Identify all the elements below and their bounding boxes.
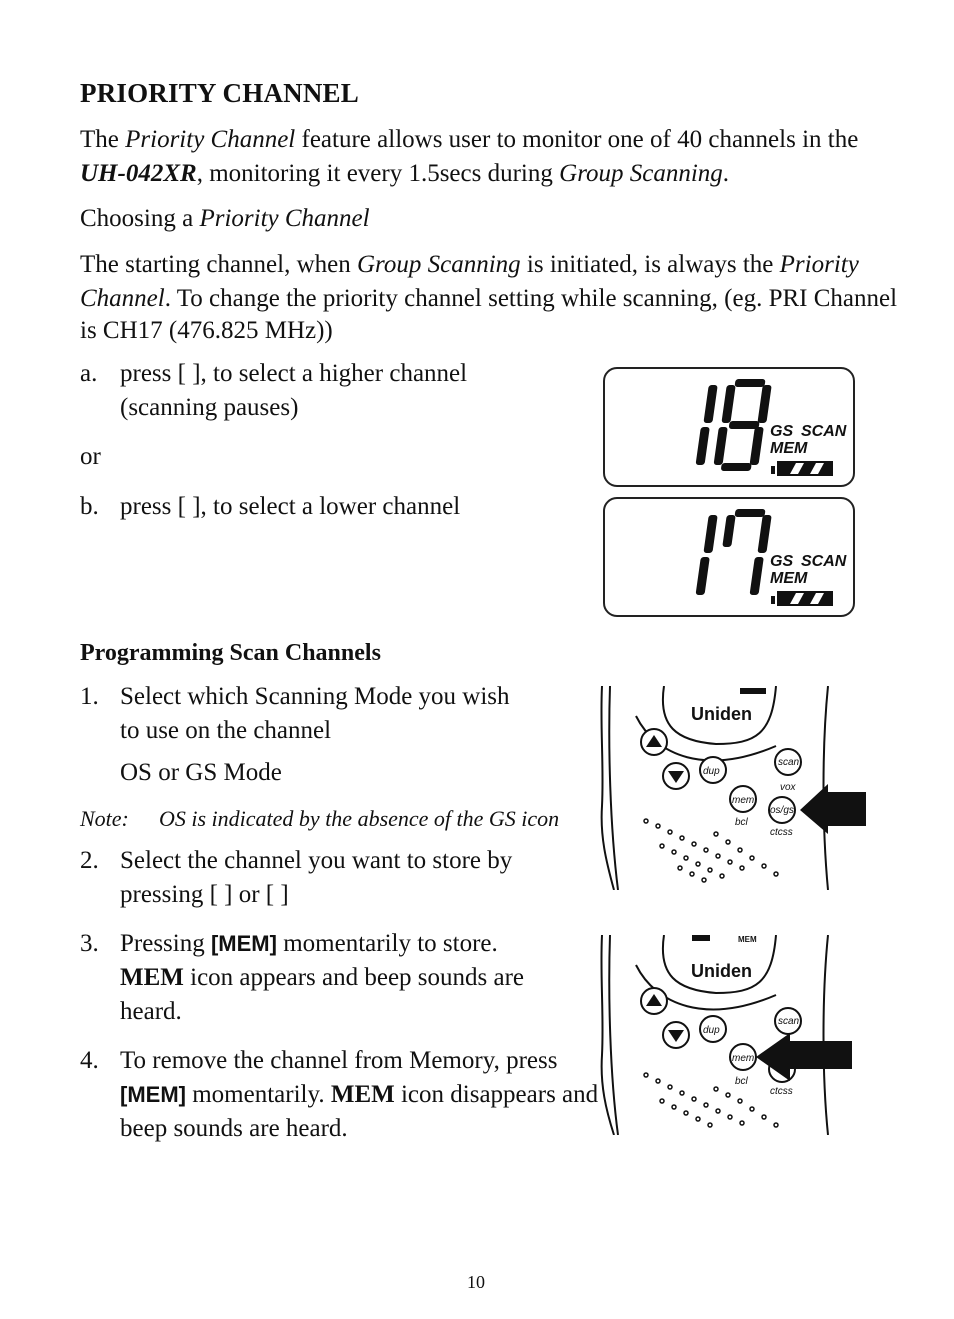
mem-key-label: [MEM] xyxy=(210,931,277,956)
step-2-num: 2. xyxy=(80,847,99,874)
scan-button: scan xyxy=(778,1016,800,1027)
step-b-letter: b. xyxy=(80,493,99,520)
step-3-text: momentarily to store. xyxy=(283,930,498,957)
lcd-mem-icon: MEM xyxy=(770,440,808,457)
lcd-display-18 xyxy=(603,367,855,487)
starting-channel: Channel xyxy=(80,285,165,312)
brand-logo: Uniden xyxy=(691,961,752,981)
ctcss-label: ctcss xyxy=(770,1086,793,1097)
radio-illustration-mem xyxy=(596,935,856,1135)
step-4-line-1: To remove the channel from Memory, press xyxy=(120,1047,558,1074)
or-text: or xyxy=(80,443,101,470)
lcd-gs-icon: GS xyxy=(770,553,794,570)
choosing-text: Choosing a xyxy=(80,205,194,232)
lcd-scan-icon: SCAN xyxy=(801,553,847,570)
mem-icon-label: MEM xyxy=(120,964,184,991)
vox-label: vox xyxy=(780,782,796,793)
dup-button: dup xyxy=(703,1025,720,1036)
step-1-text-2: to use on the channel xyxy=(120,717,332,744)
starting-text: . To change the priority channel setting while scanning, (eg. PRI Channel xyxy=(164,285,898,312)
step-3-line-2 xyxy=(120,961,524,995)
intro-group-scanning: Group Scanning xyxy=(559,160,723,187)
radio-illustration-osgs xyxy=(596,686,868,890)
mem-button: mem xyxy=(732,795,755,806)
page-number: 10 xyxy=(467,1272,485,1292)
step-3-line-3: heard. xyxy=(120,998,182,1025)
bcl-label: bcl xyxy=(735,1076,748,1087)
lcd-scan-icon: SCAN xyxy=(801,423,847,440)
brand-logo: Uniden xyxy=(691,704,752,724)
step-1-mode: OS or GS Mode xyxy=(120,759,282,786)
intro-text: . xyxy=(722,160,730,187)
step-2-text-2: pressing [ ] or [ ] xyxy=(120,881,289,908)
dup-button: dup xyxy=(703,766,720,777)
intro-line-1 xyxy=(80,123,858,157)
mem-key-label: [MEM] xyxy=(120,1082,186,1107)
scan-button: scan xyxy=(778,757,800,768)
step-3-text: Pressing xyxy=(120,930,205,957)
step-a-letter: a. xyxy=(80,360,98,387)
intro-text: The xyxy=(80,126,119,153)
bcl-label: bcl xyxy=(735,817,748,828)
step-4-num: 4. xyxy=(80,1047,99,1074)
model-name: UH-042XR xyxy=(80,160,197,187)
step-3-line-1 xyxy=(120,927,498,961)
starting-line-2 xyxy=(80,282,897,316)
step-4-line-3: beep sounds are heard. xyxy=(120,1115,348,1142)
starting-line-3: is CH17 (476.825 MHz)) xyxy=(80,317,333,344)
mem-icon-label: MEM xyxy=(330,1081,395,1108)
section-heading: Programming Scan Channels xyxy=(80,640,381,666)
lcd-mem-indicator: MEM xyxy=(738,935,757,944)
lcd-mem-icon: MEM xyxy=(770,570,808,587)
lcd-display-17 xyxy=(603,497,855,617)
step-4-text: momentarily. xyxy=(192,1081,325,1108)
note-text: OS is indicated by the absence of the GS icon xyxy=(159,806,560,831)
lcd-gs-icon: GS xyxy=(770,423,794,440)
intro-text: , monitoring it every 1.5secs during xyxy=(196,160,553,187)
starting-text: is initiated, is always the xyxy=(526,251,774,278)
starting-group-scanning: Group Scanning xyxy=(357,251,521,278)
intro-text: feature allows user to monitor one of 40 channels in the xyxy=(301,126,859,153)
page-title: PRIORITY CHANNEL xyxy=(80,78,359,108)
step-2-text: Select the channel you want to store by xyxy=(120,847,513,874)
starting-line-1 xyxy=(80,248,859,282)
step-1-text: Select which Scanning Mode you wish xyxy=(120,683,510,710)
step-4-text: icon disappears and xyxy=(400,1081,599,1108)
starting-priority: Priority xyxy=(779,251,859,278)
step-1-num: 1. xyxy=(80,683,99,710)
ctcss-label: ctcss xyxy=(770,827,793,838)
choosing-priority: Priority Channel xyxy=(199,205,370,232)
choosing-line xyxy=(80,202,370,236)
note-label: Note: xyxy=(80,806,129,831)
step-a-text-2: (scanning pauses) xyxy=(120,394,299,421)
starting-text: The starting channel, when xyxy=(80,251,351,278)
step-b-text: press [ ], to select a lower channel xyxy=(120,493,461,520)
step-3-num: 3. xyxy=(80,930,99,957)
step-a-text: press [ ], to select a higher channel xyxy=(120,360,468,387)
step-3-text: icon appears and beep sounds are xyxy=(190,964,525,991)
intro-priority-channel: Priority Channel xyxy=(125,126,296,153)
osgs-button: os/gs xyxy=(770,805,794,816)
intro-line-2 xyxy=(80,157,729,191)
step-4-line-2 xyxy=(120,1078,598,1112)
mem-button: mem xyxy=(732,1053,755,1064)
